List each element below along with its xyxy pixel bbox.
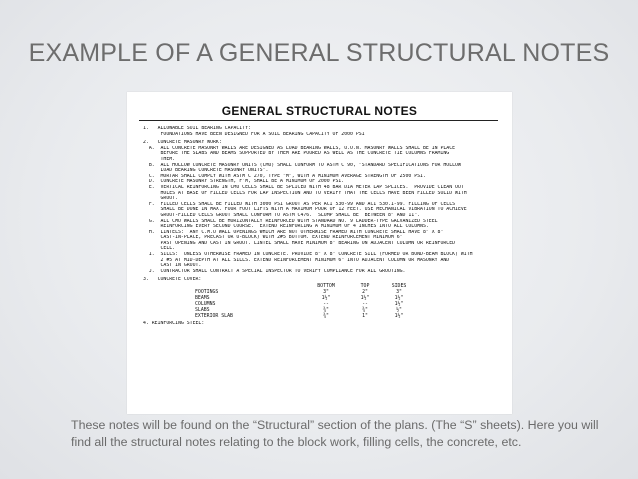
note-line: 2 #5 AT MID-DEPTH AT ALL SILLS. EXTEND REINFORCEMENT MINIMUM 6" INTO ADJACENT COLUMN OR MASONRY AND — [143, 257, 450, 263]
table-cell-bottom: 1½" — [321, 294, 331, 301]
document-title: GENERAL STRUCTURAL NOTES — [221, 104, 418, 118]
table-cell-member: BEAMS — [195, 294, 210, 301]
notes-body — [143, 126, 509, 327]
note-line: D. CONCRETE MASONRY STRENGTH, F'M, SHALL BE A MINIMUM OF 2000 PSI. — [143, 179, 345, 185]
note-line: 3. CONCRETE COVER: — [143, 277, 202, 283]
note-line: FOUNDATIONS HAVE BEEN DESIGNED FOR A SOIL BEARING CAPACITY OF 2000 PSI — [143, 131, 365, 137]
table-cell-member: COLUMNS — [195, 300, 216, 307]
note-line: F. FILLED CELLS SHALL BE FILLED WITH 3000 PSI GROUT AS PER ACI 530-99 AND ACI 530.1-99. FILLING OF CELLS — [143, 201, 456, 207]
note-line: G. ALL CMU WALLS SHALL BE HORIZONTALLY REINFORCED WITH STANDARD NO. 9 LADDER-TYPE GALVANIZED STEEL — [143, 218, 438, 224]
table-header-top: TOP — [360, 283, 370, 290]
note-line: LOAD BEARING CONCRETE MASONRY UNITS". — [143, 168, 269, 174]
note-line: E. VERTICAL REINFORCING IN CMU CELLS SHALL BE SPLICED WITH 48 BAR DIA METER LAP SPLICES. PROVIDE CLEAN OUT — [143, 184, 464, 190]
note-line: GROUT. — [143, 196, 178, 202]
table-cell-member: SLABS — [195, 306, 210, 313]
note-line: 1. ALLOWABLE SOIL BEARING CAPACITY: — [143, 126, 251, 131]
table-row — [195, 313, 415, 319]
note-line: J. CONTRACTOR SHALL CONTRACT A SPECIAL INSPECTOR TO VERIFY COMPLIANCE FOR ALL GROUTING. — [143, 268, 406, 274]
table-cell-top: 2" — [362, 289, 368, 296]
note-line: A. ALL CONCRETE MASONRY WALLS ARE DESIGNED AS LOAD BEARING WALLS, U.O.N. MASONRY WALLS SHALL BE IN PLACE — [143, 145, 456, 151]
title-underline — [139, 120, 498, 121]
note-line: H. LINTELS: ANY C.M.U WALL OPENINGS WHICH ARE NOT OTHERWISE FRAMED WITH CONCRETE SHALL HAVE 8" X 8" — [143, 229, 444, 235]
structural-notes-document — [127, 92, 512, 414]
table-cell-top: ¾" — [362, 306, 368, 313]
table-cell-bottom: 3" — [323, 289, 329, 296]
table-cell-bottom: ¾" — [323, 312, 329, 319]
note-line: B. ALL HOLLOW CONCRETE MASONRY UNITS (CMU) SHALL CONFORM TO ASTM C 90, "STANDARD SPECIFICATIONS FOR HOLLOW — [143, 162, 461, 168]
slide-title: EXAMPLE OF A GENERAL STRUCTURAL NOTES — [28, 39, 610, 67]
note-line: CAST-IN-PLACE, PRECAST OR U-BLOCK) WITH 2#5 BOTTOM. EXTEND REINFORCEMENT MINIMUM 6" — [143, 235, 403, 241]
table-cell-sides: 1½" — [394, 300, 404, 307]
note-line: SHALL BE DONE IN MAX. FOUR FOOT LIFTS WITH A MAXIMUM POUR OF 12 FEET. USE MECHANICAL VIBRATION TO ACHIEVE — [143, 207, 467, 213]
note-line-reinforcing: 4. REINFORCING STEEL: — [143, 321, 205, 327]
note-line: PAST OPENING AND CAST IN GROUT. LINTEL SHALL HAVE MINIMUM 8" BEARING ON ADJACENT COLUMN OR REINFORCED — [143, 240, 456, 246]
note-line: CELL. — [143, 246, 176, 252]
table-cell-bottom: ¾" — [323, 306, 329, 313]
table-header-sides: SIDES — [391, 283, 407, 290]
table-cell-top: -- — [362, 300, 368, 307]
table-header-bottom: BOTTOM — [317, 283, 335, 290]
concrete-cover-table — [195, 284, 415, 319]
note-line: THEM. — [143, 156, 176, 162]
table-cell-top: 1½" — [360, 294, 370, 301]
slide-caption: These notes will be found on the “Structural” section of the plans. (The “S” sheets). Here you will find all the structural notes relating to the block work, filling cells, the concrete, etc. — [71, 418, 599, 449]
note-line: HOLES AT BASE OF FILLED CELLS FOR LAP INSPECTION AND TO VERIFY THAT THE CELLS HAVE BEEN FILLED SOLID WITH — [143, 190, 467, 196]
table-cell-sides: 1½" — [394, 312, 404, 319]
note-line: REINFORCING EVERY SECOND COURSE. EXTEND REINFORCING A MINIMUM OF 4 INCHES INTO ALL COLUMNS. — [143, 224, 429, 230]
table-cell-top: 1" — [362, 312, 368, 319]
note-line: GROUT-FILLED CELLS GROUT SHALL CONFORM TO ASTM C476. SLUMP SHALL BE BETWEEN 8" AND 11". — [143, 212, 421, 218]
table-cell-member: EXTERIOR SLAB — [195, 312, 233, 319]
table-cell-sides: ½" — [396, 306, 402, 313]
table-cell-bottom: -- — [323, 300, 329, 307]
note-line: I. SILLS: UNLESS OTHERWISE FRAMED IN CONCRETE. PROVIDE 8" X 8" CONCRETE SILL (FORMED OR BOND-BEAM BLOCK) WITH — [143, 252, 473, 258]
table-cell-member: FOOTINGS — [195, 289, 219, 296]
note-line: BEFORE THE SLABS AND BEAMS SUPPORTED BY THEM ARE POURED AS WELL AS THE CONCRETE TIE COLUMNS FRAMING — [143, 151, 450, 157]
note-line: C. MORTAR SHALL COMPLY WITH ASTM C 270, TYPE "M", WITH A MINIMUM AVERAGE STRENGTH OF 2500 PSI. — [143, 173, 426, 179]
note-line: CAST IN GROUT. — [143, 263, 202, 269]
table-cell-sides: 3" — [396, 289, 402, 296]
notes-lines — [143, 126, 509, 283]
note-line: 2. CONCRETE MASONRY WORK: — [143, 140, 222, 146]
table-cell-sides: 1½" — [394, 294, 404, 301]
